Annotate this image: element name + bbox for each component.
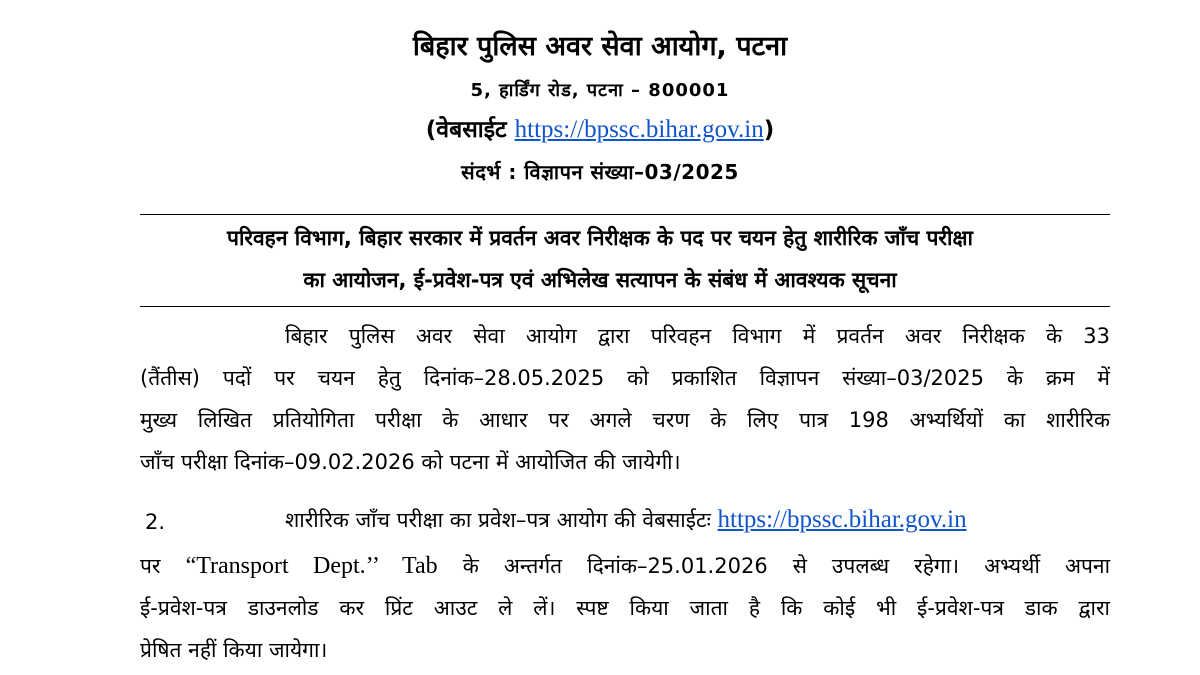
para2-line-1 bbox=[285, 506, 1110, 534]
website-line bbox=[0, 112, 1200, 144]
para1-line-4: जाँच परीक्षा दिनांक–09.02.2026 को पटना में आयोजित की जायेगी। bbox=[140, 450, 681, 474]
subject-rule-bottom bbox=[140, 306, 1110, 307]
para1-line-3: मुख्य लिखित प्रतियोगिता परीक्षा के आधार पर अगले चरण के लिए पात्र 198 अभ्यर्थियों का शारीरिक bbox=[140, 408, 1110, 432]
org-name: बिहार पुलिस अवर सेवा आयोग, पटना bbox=[412, 31, 788, 62]
para2-line-4: प्रेषित नहीं किया जायेगा। bbox=[140, 638, 328, 662]
org-address: 5, हार्डिंग रोड, पटना – 800001 bbox=[470, 80, 730, 101]
subject-line-2: का आयोजन, ई-प्रवेश-पत्र एवं अभिलेख सत्यापन के संबंध में आवश्यक सूचना bbox=[303, 268, 897, 292]
website-close: ) bbox=[763, 117, 775, 143]
reference-number: संदर्भ : विज्ञापन संख्या–03/2025 bbox=[461, 160, 739, 184]
para2-website-link[interactable]: https://bpssc.bihar.gov.in bbox=[717, 506, 967, 533]
website-link[interactable]: https://bpssc.bihar.gov.in bbox=[514, 116, 764, 143]
para1-line-2: (तैंतीस) पदों पर चयन हेतु दिनांक–28.05.2025 को प्रकाशित विज्ञापन संख्या–03/2025 के क्रम में bbox=[140, 366, 1110, 390]
para1-line-1: बिहार पुलिस अवर सेवा आयोग द्वारा परिवहन विभाग में प्रवर्तन अवर निरीक्षक के 33 bbox=[285, 324, 1110, 348]
para2-line-3: ई-प्रवेश-पत्र डाउनलोड कर प्रिंट आउट ले लें। स्पष्ट किया जाता है कि कोई भी ई-प्रवेश-पत्र डाक द्वारा bbox=[140, 596, 1110, 620]
para2-line-2 bbox=[140, 552, 1110, 580]
para2-number: 2. bbox=[145, 510, 166, 534]
subject-line-1: परिवहन विभाग, बिहार सरकार में प्रवर्तन अवर निरीक्षक के पद पर चयन हेतु शारीरिक जाँच परीक्षा bbox=[227, 226, 973, 250]
para2-line-2-pre: पर bbox=[140, 554, 161, 578]
para2-line-2-post: के अन्तर्गत दिनांक–25.01.2026 से उपलब्ध रहेगा। अभ्यर्थी अपना bbox=[462, 554, 1111, 578]
website-label: (वेबसाईट bbox=[425, 117, 515, 143]
subject-rule-top bbox=[140, 214, 1110, 215]
para2-line-1-text: शारीरिक जाँच परीक्षा का प्रवेश–पत्र आयोग की वेबसाईटः bbox=[285, 508, 711, 532]
transport-tab-label: “Transport Dept.’’ Tab bbox=[185, 553, 438, 579]
